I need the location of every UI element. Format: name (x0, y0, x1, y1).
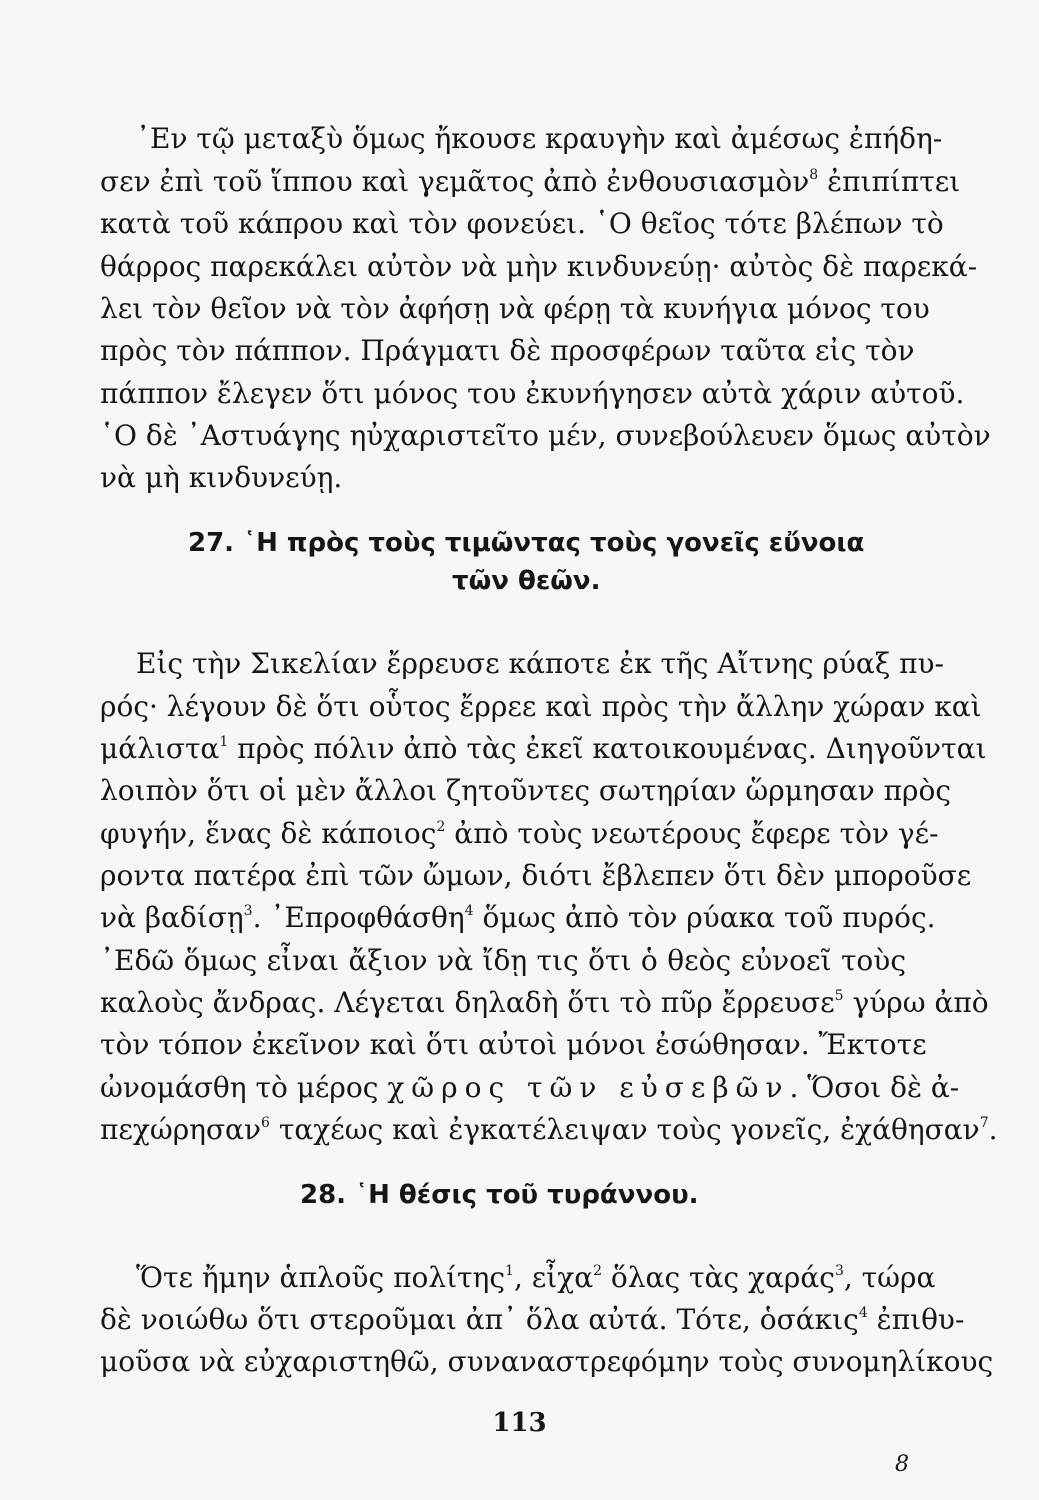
text-line (100, 901, 936, 934)
text-line (100, 250, 978, 283)
footnote-ref: 5 (834, 988, 844, 1004)
text-span: ῾Ο δὲ ᾿Αστυάγης ηὐχαριστεῖτο μέν, συνεβούλευεν ὅμως αὐτὸν (100, 419, 991, 452)
footnote-ref: 6 (261, 1115, 270, 1131)
text-line (100, 377, 965, 410)
text-line (136, 647, 945, 680)
text-span: , εἶχα (513, 1261, 594, 1294)
section-heading: 27. ῾Η πρὸς τοὺς τιμῶντας τοὺς γονεῖς εὔνοια (188, 528, 865, 558)
text-line (100, 690, 982, 723)
footnote-ref: 4 (858, 1305, 868, 1321)
text-span: ἐπιθυ- (867, 1303, 965, 1336)
text-span: πρὸς τὸν πάππον. Πράγματι δὲ προσφέρων ταῦτα εἰς τὸν (100, 334, 915, 367)
footnote-ref: 7 (979, 1115, 989, 1131)
text-span: ροντα πατέρα ἐπὶ τῶν ὤμων, διότι ἔβλεπεν ὅτι δὲν μποροῦσε (100, 859, 972, 892)
text-span: κατὰ τοῦ κάπρου καὶ τὸν φονεύει. ῾Ο θεῖος τότε βλέπων τὸ (100, 207, 944, 240)
text-line (136, 122, 943, 155)
text-line (136, 1261, 936, 1294)
footnote-ref: 3 (243, 903, 253, 919)
text-span: ἐπιπίπτει (818, 165, 961, 198)
text-span: Ὅτε ἤμην ἁπλοῦς πολίτης (136, 1261, 506, 1294)
text-span: μοῦσα νὰ εὐχαριστηθῶ, συναναστρεφόμην τοὺς συνομηλίκους (100, 1345, 994, 1378)
text-span: νὰ βαδίσῃ (100, 901, 244, 934)
footnote-ref: 8 (809, 167, 819, 183)
text-line (100, 461, 906, 494)
text-line (100, 1113, 998, 1146)
footnote-ref: 1 (505, 1263, 514, 1279)
footnote-ref: 4 (464, 903, 474, 919)
text-line (100, 1071, 960, 1104)
text-span: , τώρα (843, 1261, 936, 1294)
text-span: . Ὅσοι δὲ ἀ- (789, 1071, 960, 1104)
text-span: πεχώρησαν (100, 1113, 261, 1146)
text-span: ταχέως καὶ ἐγκατέλειψαν τοὺς γονεῖς, ἐχάθησαν (269, 1113, 980, 1146)
section-heading: 28. ῾Η θέσις τοῦ τυράννου. (300, 1180, 699, 1210)
text-span: λοιπὸν ὅτι οἱ μὲν ἄλλοι ζητοῦντες σωτηρίαν ὥρμησαν πρὸς (100, 774, 952, 807)
text-span: Εἰς τὴν Σικελίαν ἔρρευσε κάποτε ἐκ τῆς Αἴτνης ρύαξ πυ- (136, 647, 945, 680)
footnote-ref: 2 (593, 1263, 603, 1279)
text-span: ὅλας τὰς χαράς (602, 1261, 835, 1294)
text-line (100, 292, 930, 325)
text-span: ὅμως ἀπὸ τὸν ρύακα τοῦ πυρός. (473, 901, 936, 934)
text-span: καλοὺς ἄνδρας. Λέγεται δηλαδὴ ὅτι τὸ πῦρ ἔρρευσε (100, 986, 835, 1019)
text-line (100, 1028, 927, 1061)
text-line (100, 1345, 994, 1378)
text-span: θάρρος παρεκάλει αὐτὸν νὰ μὴν κινδυνεύῃ· αὐτὸς δὲ παρεκά- (100, 250, 978, 283)
text-line (100, 986, 989, 1019)
text-line (100, 165, 961, 198)
signature-mark: 8 (895, 1452, 909, 1477)
text-span: τὸν τόπον ἐκεῖνον καὶ ὅτι αὐτοὶ μόνοι ἐσώθησαν. Ἔκτοτε (100, 1028, 927, 1061)
text-line (100, 207, 944, 240)
footnote-ref: 1 (219, 734, 229, 750)
text-span: φυγήν, ἕνας δὲ κάποιος (100, 817, 437, 850)
footnote-ref: 3 (834, 1263, 844, 1279)
text-line (100, 732, 987, 765)
text-span: λει τὸν θεῖον νὰ τὸν ἀφήσῃ νὰ φέρῃ τὰ κυνήγια μόνος του (100, 292, 930, 325)
section-heading-cont: τῶν θεῶν. (452, 566, 601, 596)
text-span: . ᾿Επροφθάσθη (252, 901, 465, 934)
text-line (100, 419, 991, 452)
page-number: 113 (492, 1408, 547, 1438)
text-span: νὰ μὴ κινδυνεύῃ. (100, 461, 343, 494)
text-span: γύρω ἀπὸ (843, 986, 989, 1019)
text-span: σεν ἐπὶ τοῦ ἵππου καὶ γεμᾶτος ἀπὸ ἐνθουσιασμὸν (100, 165, 810, 198)
text-span: ἀπὸ τοὺς νεωτέρους ἔφερε τὸν γέ- (445, 817, 939, 850)
text-line (100, 334, 915, 367)
text-span: ᾿Εδῶ ὅμως εἶναι ἄξιον νὰ ἴδῃ τις ὅτι ὁ θεὸς εὐνοεῖ τοὺς (100, 944, 906, 977)
footnote-ref: 2 (436, 819, 446, 835)
text-span: πάππον ἔλεγεν ὅτι μόνος του ἐκυνήγησεν αὐτὰ χάριν αὐτοῦ. (100, 377, 965, 410)
spaced-emphasis: χῶρος τῶν εὐσεβῶν (387, 1071, 790, 1104)
text-span: πρὸς πόλιν ἀπὸ τὰς ἐκεῖ κατοικουμένας. Διηγοῦνται (228, 732, 987, 765)
text-line (100, 944, 906, 977)
text-line (100, 817, 939, 850)
text-line (100, 859, 972, 892)
text-line (100, 774, 952, 807)
text-span: . (988, 1113, 998, 1146)
text-span: μάλιστα (100, 732, 220, 765)
text-span: ρός· λέγουν δὲ ὅτι οὗτος ἔρρεε καὶ πρὸς τὴν ἄλλην χώραν καὶ (100, 690, 982, 723)
text-line (100, 1303, 965, 1336)
text-span: ᾿Εν τῷ μεταξὺ ὅμως ἤκουσε κραυγὴν καὶ ἀμέσως ἐπήδη- (136, 122, 943, 155)
text-span: ὠνομάσθη τὸ μέρος (100, 1071, 388, 1104)
text-span: δὲ νοιώθω ὅτι στεροῦμαι ἀπ᾿ ὅλα αὐτά. Τότε, ὁσάκις (100, 1303, 859, 1336)
